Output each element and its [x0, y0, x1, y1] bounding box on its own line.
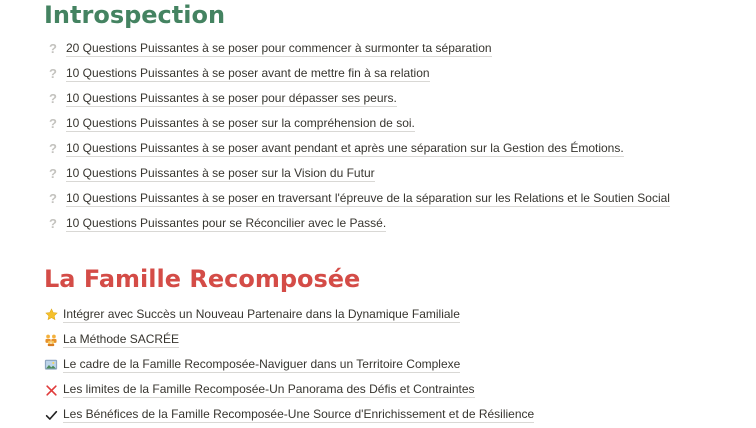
page-link[interactable]: Les Bénéfices de la Famille Recomposée-Une Source d'Enrichissement et de Résilience — [63, 407, 535, 422]
question-mark-icon: ? — [49, 41, 57, 56]
question-mark-icon: ? — [49, 116, 57, 131]
page-link[interactable]: 10 Questions Puissantes à se poser avant pendant et après une séparation sur la Gestion des Émotions. — [66, 140, 624, 155]
list-item — [44, 327, 534, 352]
list-item — [44, 302, 534, 327]
question-mark-icon: ? — [49, 191, 57, 206]
page-link[interactable]: La Méthode SACRÉE — [63, 331, 180, 346]
list-item — [46, 86, 670, 111]
page-link[interactable]: 10 Questions Puissantes à se poser sur la compréhension de soi. — [66, 115, 415, 130]
list-item — [44, 378, 534, 403]
question-mark-icon: ? — [49, 141, 57, 156]
question-mark-icon: ? — [49, 166, 57, 181]
list-item — [46, 211, 670, 236]
list-item — [46, 36, 670, 61]
list-item — [46, 61, 670, 86]
list-item — [46, 136, 670, 161]
question-mark-icon: ? — [49, 66, 57, 81]
page-link[interactable]: 10 Questions Puissantes à se poser avant de mettre fin à sa relation — [66, 65, 430, 80]
picture-icon — [44, 358, 58, 372]
list-item — [46, 161, 670, 186]
list-item — [44, 403, 534, 428]
family-icon — [44, 333, 58, 347]
list-item — [44, 352, 534, 377]
page-link[interactable]: Les limites de la Famille Recomposée-Un Panorama des Défis et Contraintes — [63, 382, 475, 397]
page-link[interactable]: 10 Questions Puissantes à se poser pour dépasser ses peurs. — [66, 90, 397, 105]
question-mark-icon: ? — [49, 91, 57, 106]
page-link[interactable]: 10 Questions Puissantes à se poser en traversant l'épreuve de la séparation sur les Relations et le Soutien Social — [66, 190, 670, 205]
page-link[interactable]: Intégrer avec Succès un Nouveau Partenaire dans la Dynamique Familiale — [63, 306, 460, 321]
page-link[interactable]: 20 Questions Puissantes à se poser pour commencer à surmonter ta séparation — [66, 40, 492, 55]
page-link[interactable]: 10 Questions Puissantes pour se Réconcilier avec le Passé. — [66, 215, 387, 230]
question-mark-icon: ? — [49, 216, 57, 231]
page-link[interactable]: 10 Questions Puissantes à se poser sur la Vision du Futur — [66, 165, 375, 180]
check-icon — [44, 408, 58, 422]
introspection-heading: Introspection — [44, 1, 226, 29]
introspection-list — [46, 36, 670, 236]
famille-list — [44, 302, 534, 428]
cross-icon — [44, 383, 58, 397]
list-item — [46, 111, 670, 136]
star-icon — [44, 308, 58, 322]
famille-heading: La Famille Recomposée — [44, 265, 361, 293]
list-item — [46, 186, 670, 211]
page-link[interactable]: Le cadre de la Famille Recomposée-Naviguer dans un Territoire Complexe — [63, 356, 461, 371]
